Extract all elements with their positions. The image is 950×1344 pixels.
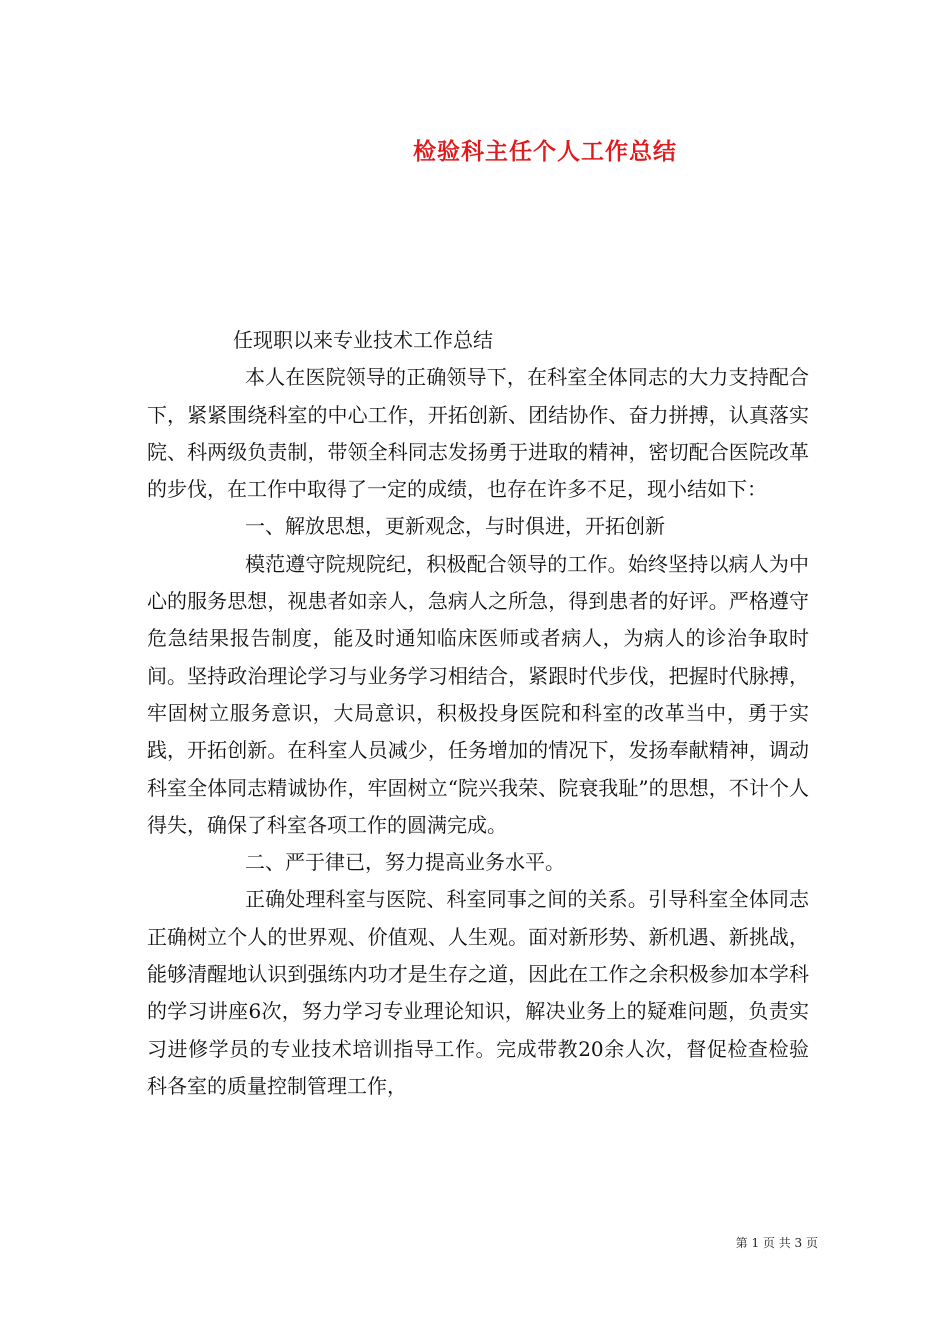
paragraph-section-1: 模范遵守院规院纪，积极配合领导的工作。始终坚持以病人为中心的服务思想，视患者如亲人，急病人之所急，得到患者的好评。严格遵守危急结果报告制度，能及时通知临床医师或者病人，为病人的诊治争取时间。坚持政治理论学习与业务学习相结合，紧跟时代步伐，把握时代脉搏，牢固树立服务意识，大局意识，积极投身医院和科室的改革当中，勇于实践，开拓创新。在科室人员减少，任务增加的情况下，发扬奉献精神，调动科室全体同志精诚协作，牢固树立“院兴我荣、院衰我耻”的思想，不计个人得失，确保了科室各项工作的圆满完成。 (147, 551, 809, 837)
section-heading-1: 一、解放思想，更新观念，与时俱进，开拓创新 (245, 514, 665, 539)
paragraph-intro: 本人在医院领导的正确领导下，在科室全体同志的大力支持配合下，紧紧围绕科室的中心工作，开拓创新、团结协作、奋力拼搏，认真落实院、科两级负责制，带领全科同志发扬勇于进取的精神，密切配合医院改革的步伐，在工作中取得了一定的成绩，也存在许多不足，现小结如下： (147, 365, 809, 502)
section-heading-2: 二、严于律已，努力提高业务水平。 (245, 850, 565, 875)
page-number: 第 1 页 共 3 页 (735, 1236, 818, 1250)
document-body (147, 322, 809, 1105)
paragraph-section-2: 正确处理科室与医院、科室同事之间的关系。引导科室全体同志正确树立个人的世界观、价值观、人生观。面对新形势、新机遇、新挑战，能够清醒地认识到强练内功才是生存之道，因此在工作之余积极参加本学科的学习讲座6次，努力学习专业理论知识，解决业务上的疑难问题，负责实习进修学员的专业技术培训指导工作。完成带教20余人次，督促检查检验科各室的质量控制管理工作， (147, 887, 809, 1098)
document-subtitle: 任现职以来专业技术工作总结 (233, 328, 493, 352)
document-title: 检验科主任个人工作总结 (413, 138, 677, 165)
